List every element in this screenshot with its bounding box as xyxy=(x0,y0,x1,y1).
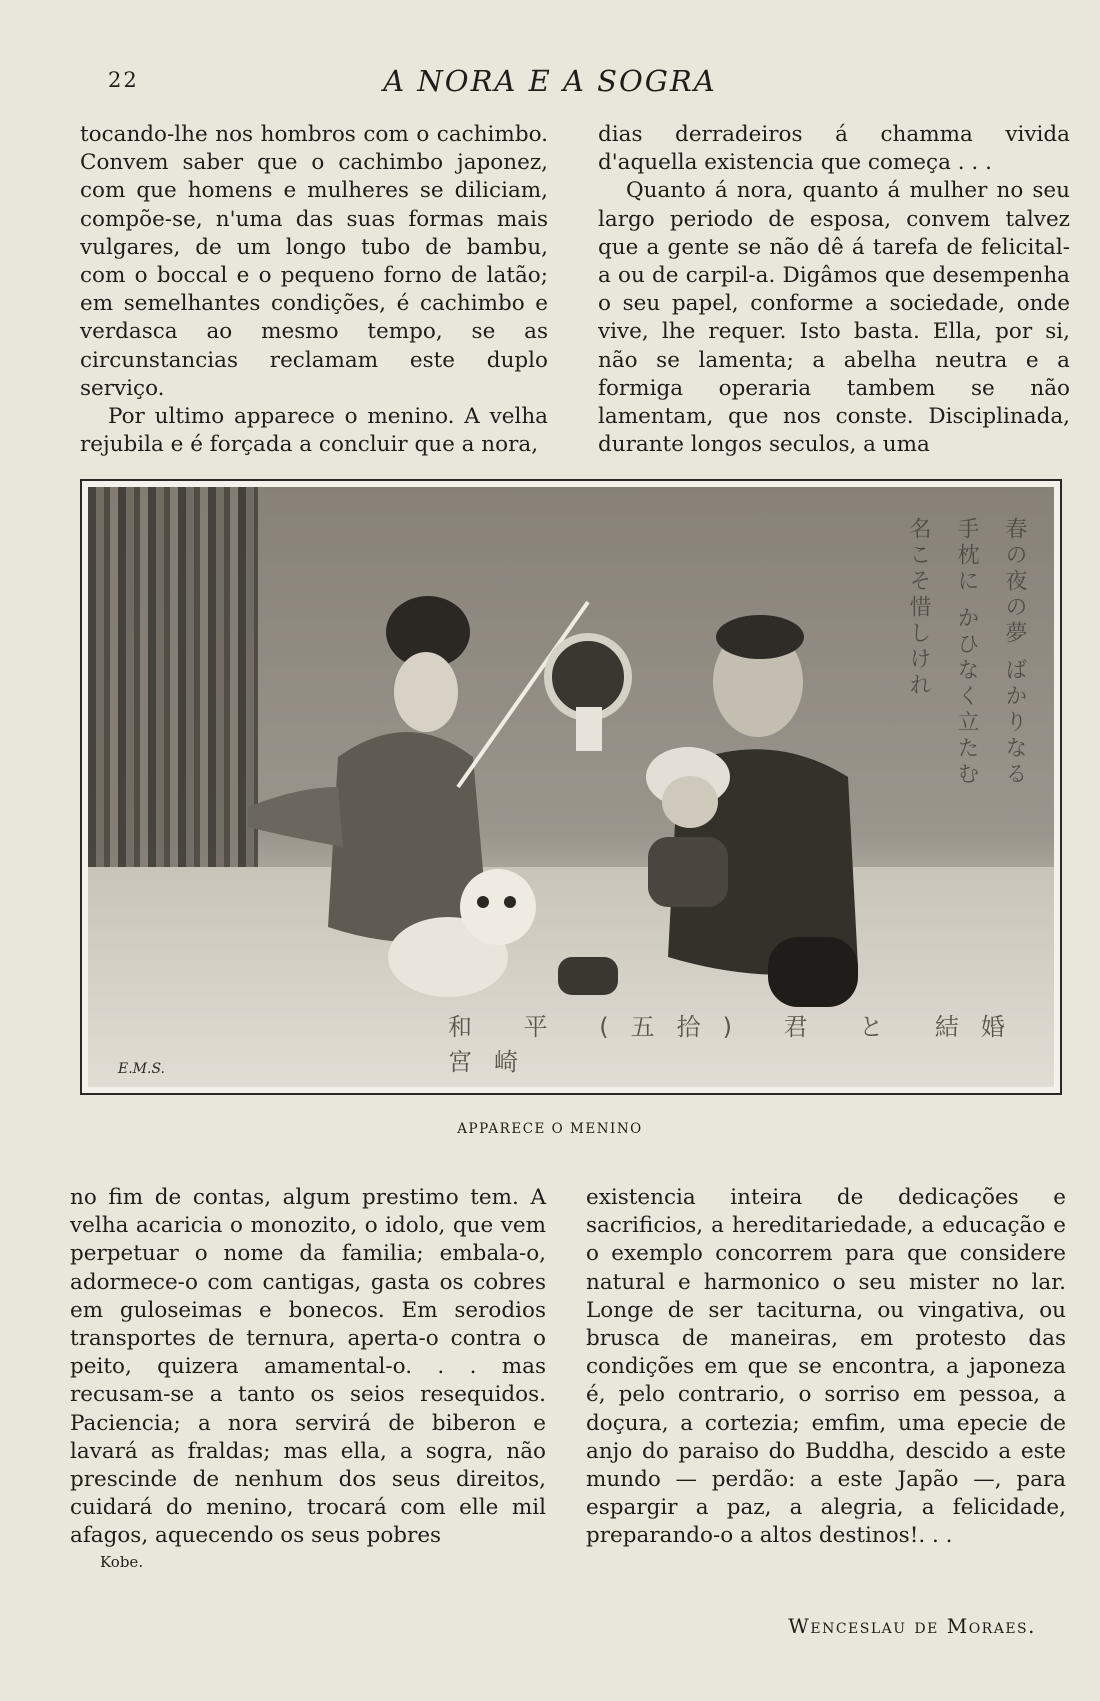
small-bowl xyxy=(558,957,618,995)
paragraph: Por ultimo apparece o menino. A velha rejubila e é forçada a concluir que a nora, xyxy=(80,404,548,458)
paragraph: existencia inteira de dedicações e sacrificios, a hereditariedade, a educação e o exemplo concorrem para que considere natural e harmonico o seu mister no lar. Longe de ser taciturna, ou vingativa, ou brusca de maneiras, em protesto das condições em que se encontra, a japoneza é, pelo contrario, o sorriso em pessoa, a doçura, a cortezia; emfim, uma epecie de anjo do paraiso do Buddha, descido a este mundo — perdão: a este Japão —, para espargir a paz, a alegria, a felicidade, preparando-o a altos destinos!. . . xyxy=(586,1185,1066,1549)
calligraphy-scroll: 春の夜の夢 ばかりなる 手枕に かひなく立たむ 名こそ惜しけれ xyxy=(906,517,1027,788)
young-woman-figure xyxy=(248,596,488,942)
running-title: A NORA E A SOGRA xyxy=(383,64,717,98)
rattle-toy xyxy=(548,637,628,751)
place-signature: Kobe. xyxy=(100,1553,144,1571)
figure-caption: APPARECE O MENINO xyxy=(457,1121,643,1137)
column-bottom-right xyxy=(586,1184,1066,1551)
paragraph: tocando-lhe nos hombros com o cachimbo. Convem saber que o cachimbo japonez, com que homens e mulheres se diliciam, compõe-se, n'uma das suas formas mais vulgares, de um longo tubo de bambu, com o boccal e o pequeno forno de latão; em semelhantes condições, é cachimbo e verdasca ao mesmo tempo, se as circunstancias reclamam este duplo serviço. xyxy=(80,122,548,401)
author-signature: Wenceslau de Moraes. xyxy=(788,1614,1036,1638)
paragraph: dias derradeiros á chamma vivida d'aquella existencia que começa . . . xyxy=(598,122,1070,176)
column-top-left xyxy=(80,121,548,459)
page-number: 22 xyxy=(108,68,139,92)
paragraph: Quanto á nora, quanto á mulher no seu largo periodo de esposa, convem talvez que a gente se não dê á tarefa de felicital-a ou de carpil-a. Digâmos que desempenha o seu papel, conforme a sociedade, onde vive, lhe requer. Isto basta. Ella, por si, não se lamenta; a abelha neutra e a formiga operaria tambem se não lamentam, que nos conste. Disciplinada, durante longos seculos, a uma xyxy=(598,178,1070,458)
photo-inscription: 和 平 (五拾) 君 と 結婚 宮崎 xyxy=(448,1013,1027,1076)
column-bottom-left xyxy=(70,1184,546,1551)
figure-frame xyxy=(80,479,1062,1095)
paragraph: no fim de contas, algum prestimo tem. A velha acaricia o monozito, o idolo, que vem perpetuar o nome da familia; embala-o, adormece-o com cantigas, gasta os cobres em guloseimas e bonecos. Em serodios transportes de ternura, aperta-o contra o peito, quizera amamental-o. . . mas recusam-se a tanto os seios resequidos. Paciencia; a nora servirá de biberon e lavará as fraldas; mas ella, a sogra, não prescinde de nenhum dos seus direitos, cuidará do menino, trocará com elle mil afagos, aquecendo os seus pobres xyxy=(70,1185,546,1549)
photograph xyxy=(88,487,1054,1087)
brazier-bowl xyxy=(768,937,858,1007)
photographer-mark: E.M.S. xyxy=(118,1061,165,1077)
photo-scene xyxy=(88,487,1054,1087)
column-top-right xyxy=(598,121,1070,459)
